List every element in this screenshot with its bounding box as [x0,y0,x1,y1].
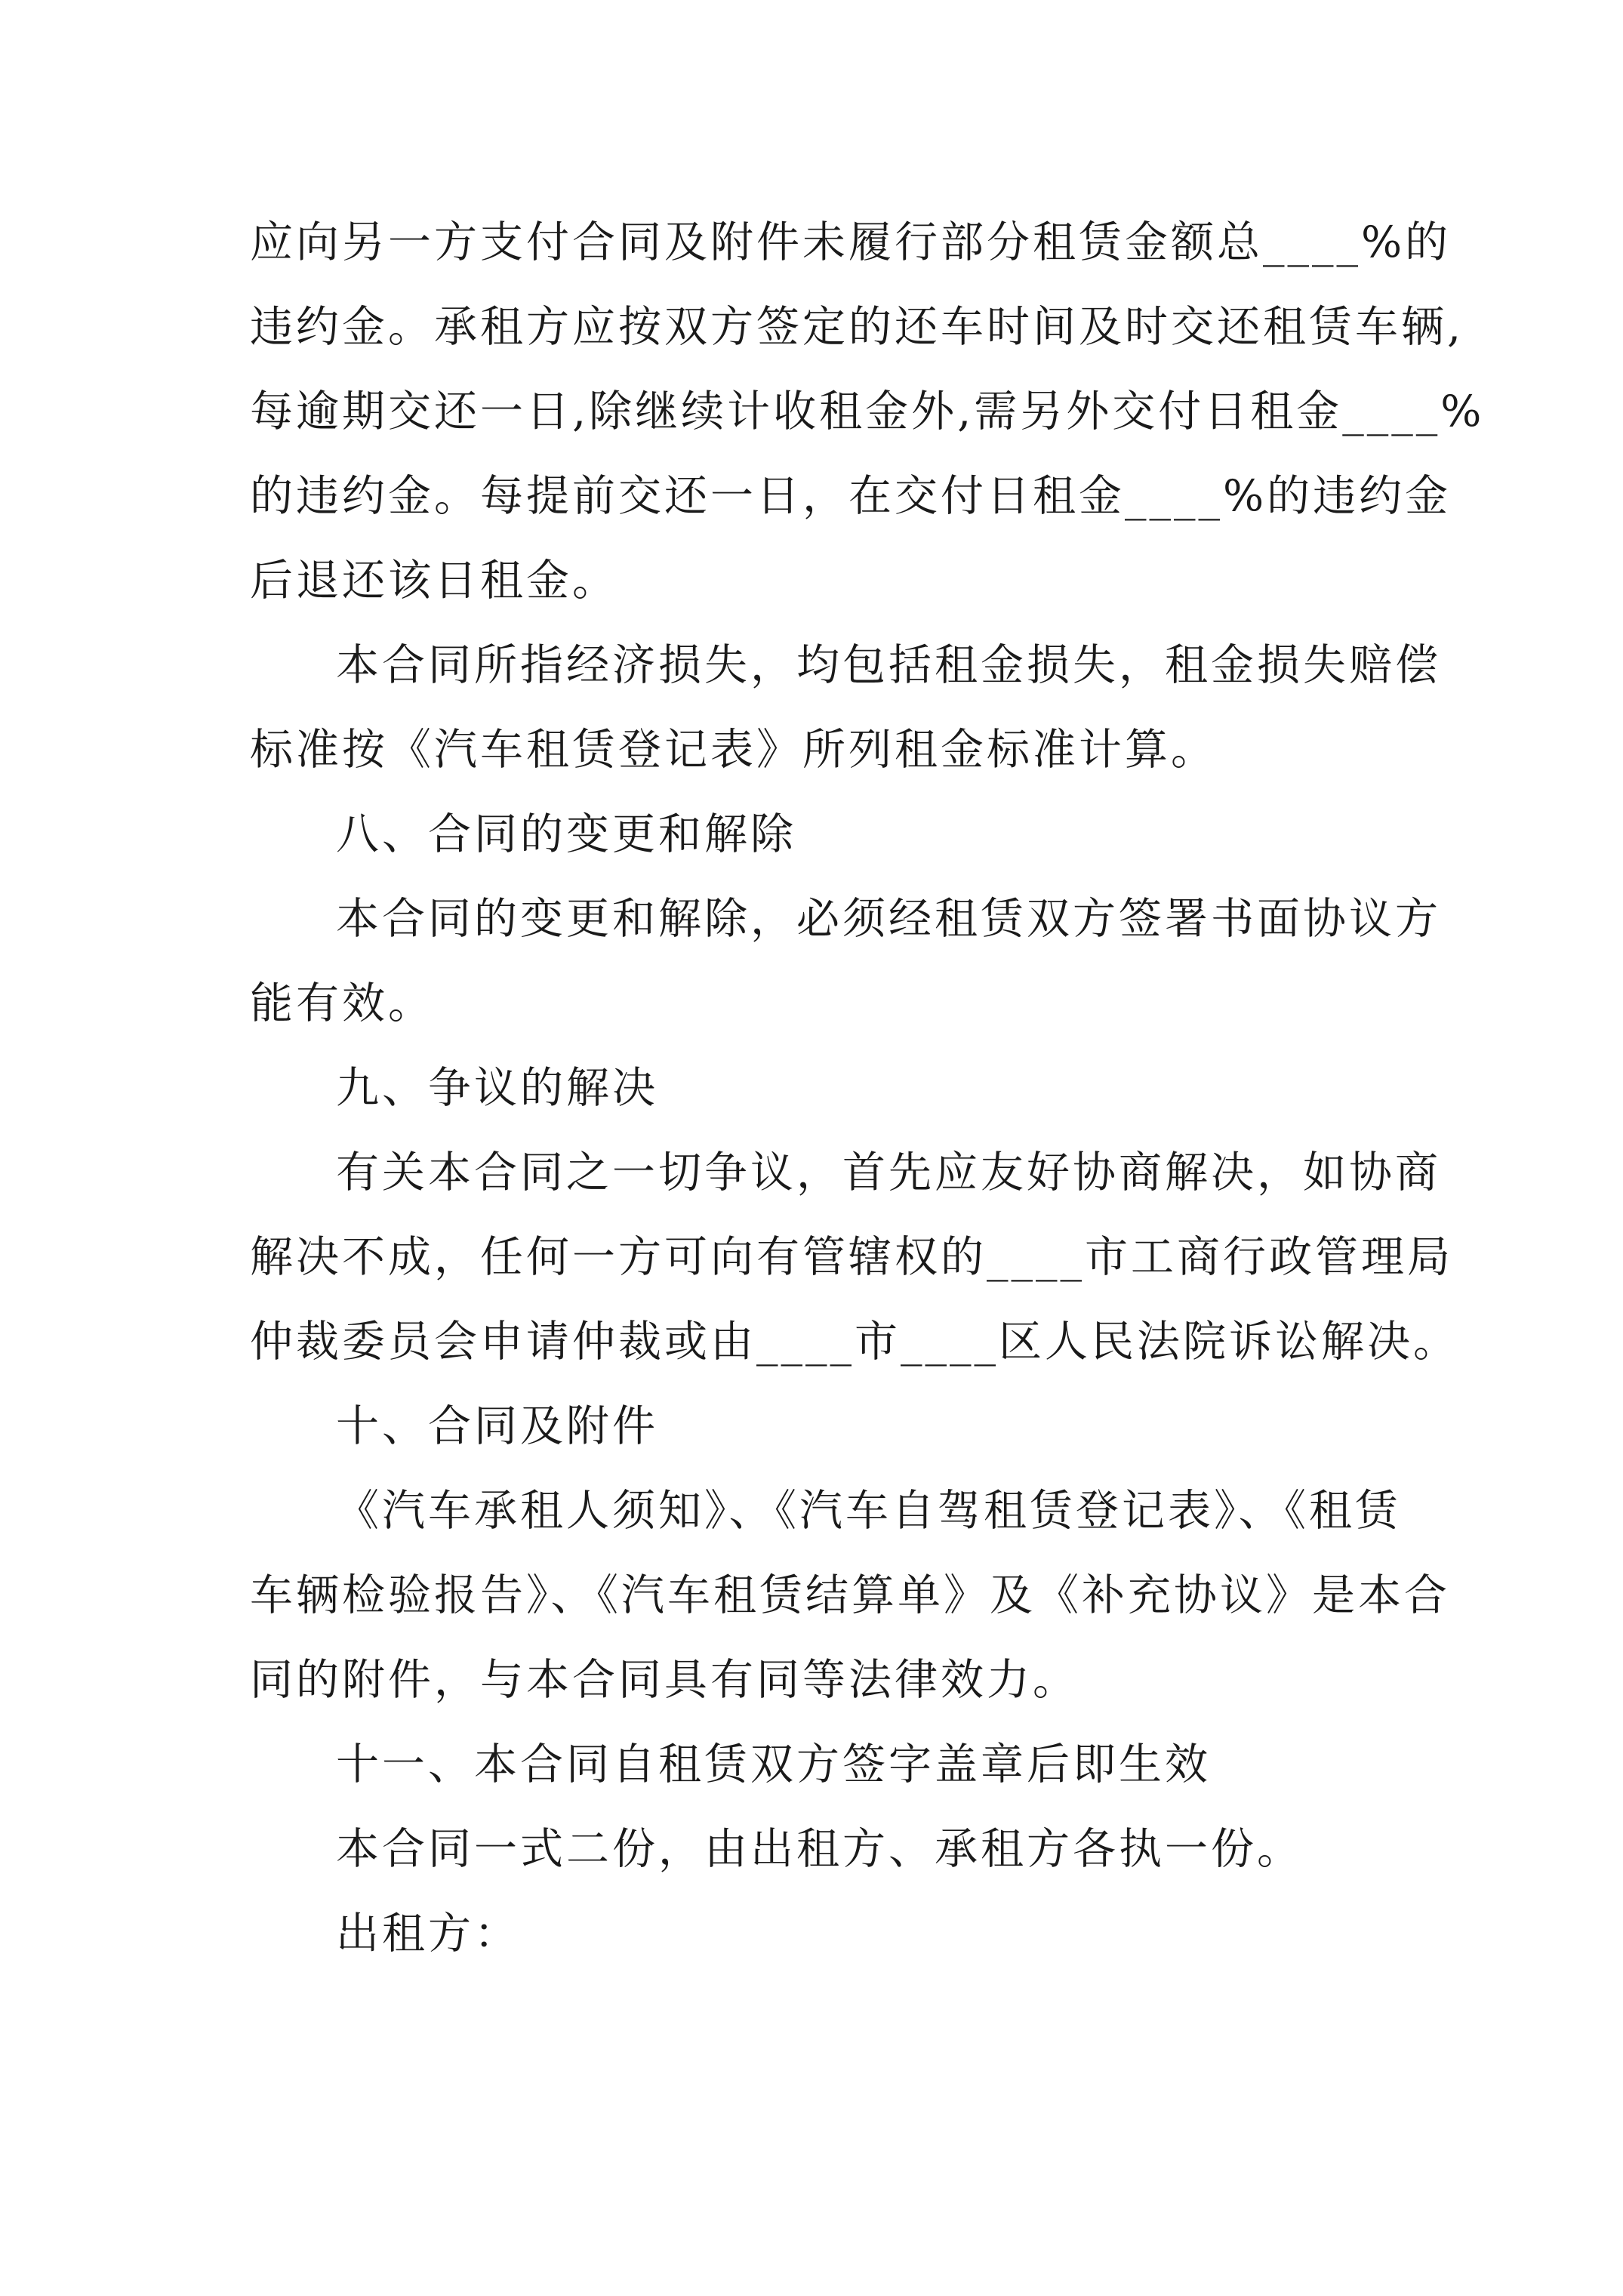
section-heading-9: 九、争议的解决 [336,1063,658,1113]
text-line: 违约金。承租方应按双方签定的还车时间及时交还租赁车辆, [250,302,1464,352]
paragraph-dispute: 有关本合同之一切争议，首先应友好协商解决，如协商 [336,1148,1441,1197]
paragraph-change-termination: 本合同的变更和解除，必须经租赁双方签署书面协议方 [336,894,1441,944]
paragraph-attachments: 《汽车承租人须知》、《汽车自驾租赁登记表》、《租赁 [336,1486,1401,1536]
text-line: 后退还该日租金。 [250,556,618,606]
contract-text-body [250,200,1485,1976]
text-line: 车辆检验报告》、《汽车租赁结算单》及《补充协议》是本合 [250,1570,1450,1620]
text-line: 每逾期交还一日,除继续计收租金外,需另外交付日租金____% [250,387,1485,436]
lessor-signature-label: 出租方： [336,1909,520,1959]
section-heading-8: 八、合同的变更和解除 [336,809,796,859]
text-line: 应向另一方支付合同及附件未履行部分租赁金额总____%的 [250,217,1452,267]
text-line: 仲裁委员会申请仲裁或由____市____区人民法院诉讼解决。 [250,1317,1459,1367]
paragraph-economic-loss: 本合同所指经济损失，均包括租金损失，租金损失赔偿 [336,640,1441,690]
text-line: 标准按《汽车租赁登记表》所列租金标准计算。 [250,725,1217,775]
text-line: 能有效。 [250,978,434,1028]
text-line: 的违约金。每提前交还一日，在交付日租金____%的违约金 [250,471,1452,521]
section-heading-10: 十、合同及附件 [336,1401,658,1451]
text-line: 同的附件，与本合同具有同等法律效力。 [250,1655,1079,1705]
paragraph-copies: 本合同一式二份，由出租方、承租方各执一份。 [336,1824,1303,1874]
text-line: 解决不成，任何一方可向有管辖权的____市工商行政管理局 [250,1232,1453,1282]
section-heading-11: 十一、本合同自租赁双方签字盖章后即生效 [336,1740,1211,1789]
